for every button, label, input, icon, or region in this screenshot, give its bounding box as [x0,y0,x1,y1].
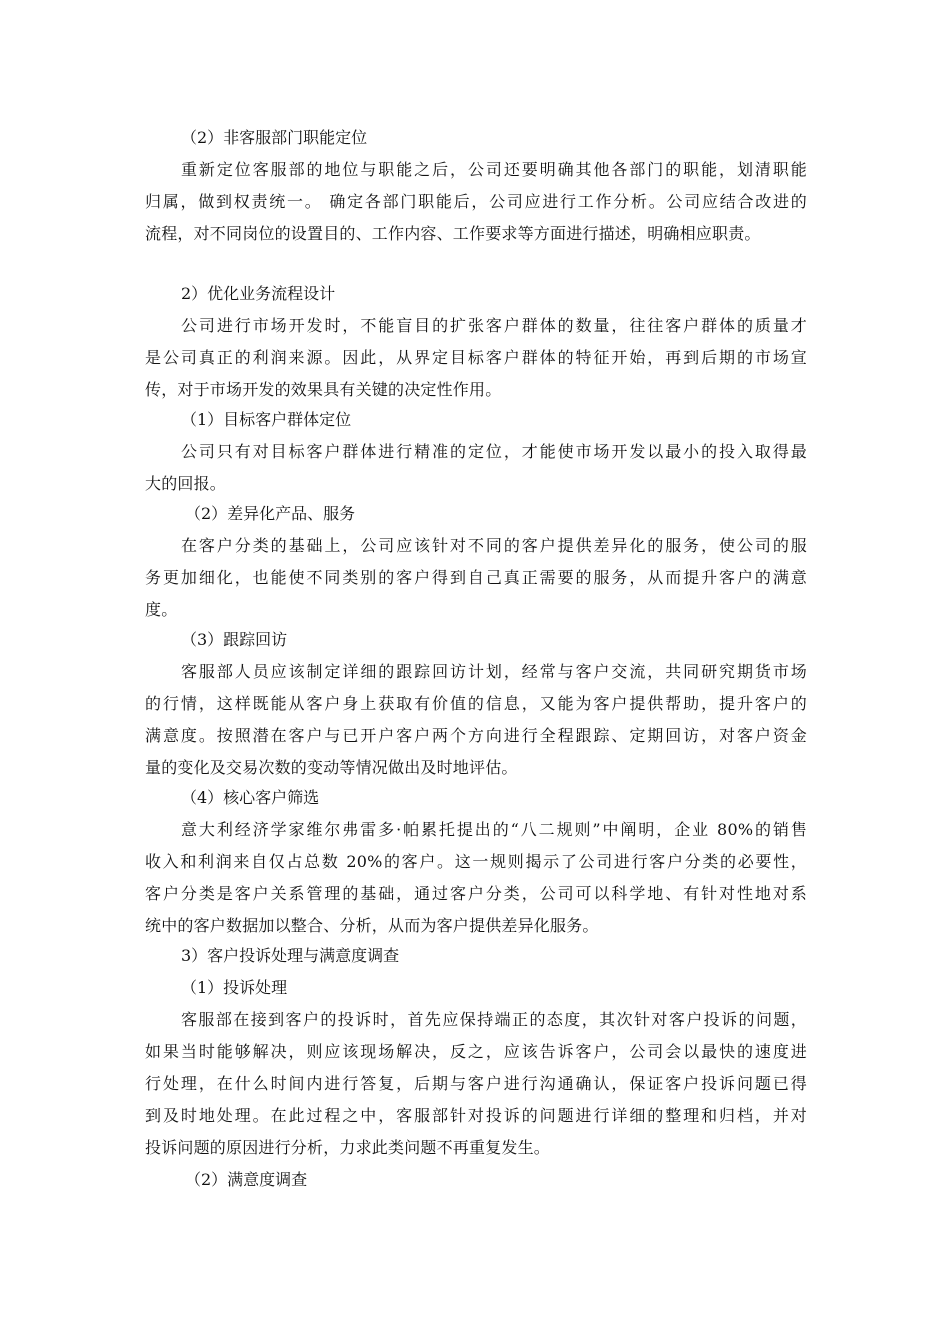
paragraph-line: 如果当时能够解决，则应该现场解决，反之，应该告诉客户，公司会以最快的速度进 [145,1042,807,1061]
paragraph-line: 归属，做到权责统一。 确定各部门职能后，公司应进行工作分析。公司应结合改进的 [145,192,807,211]
section-heading: （1）目标客户群体定位 [181,410,352,429]
section-heading: （4）核心客户筛选 [181,788,320,807]
section-heading: （2）满意度调查 [185,1170,308,1189]
paragraph-line: 满意度。按照潜在客户与已开户客户两个方向进行全程跟踪、定期回访，对客户资金 [145,726,807,745]
paragraph-line: 在客户分类的基础上，公司应该针对不同的客户提供差异化的服务，使公司的服 [181,536,807,555]
section-heading: （1）投诉处理 [181,978,288,997]
section-heading: 3）客户投诉处理与满意度调查 [181,946,400,965]
paragraph-line: 大的回报。 [145,474,227,493]
paragraph-line: 流程，对不同岗位的设置目的、工作内容、工作要求等方面进行描述，明确相应职责。 [145,224,761,243]
paragraph-line: 客服部人员应该制定详细的跟踪回访计划，经常与客户交流，共同研究期货市场 [181,662,807,681]
paragraph-line: 客户分类是客户关系管理的基础，通过客户分类，公司可以科学地、有针对性地对系 [145,884,807,903]
section-heading: （2）差异化产品、服务 [185,504,356,523]
paragraph-line: 客服部在接到客户的投诉时，首先应保持端正的态度，其次针对客户投诉的问题， [181,1010,807,1029]
paragraph-line: 是公司真正的利润来源。因此，从界定目标客户群体的特征开始，再到后期的市场宣 [145,348,807,367]
section-heading: （3）跟踪回访 [181,630,288,649]
paragraph-line: 传，对于市场开发的效果具有关键的决定性作用。 [145,380,502,399]
paragraph-line: 意大利经济学家维尔弗雷多·帕累托提出的“八二规则”中阐明，企业 80%的销售 [181,820,807,839]
section-heading: 2）优化业务流程设计 [181,284,336,303]
paragraph-line: 统中的客户数据加以整合、分析，从而为客户提供差异化服务。 [145,916,599,935]
paragraph-line: 量的变化及交易次数的变动等情况做出及时地评估。 [145,758,518,777]
paragraph-line: 投诉问题的原因进行分析，力求此类问题不再重复发生。 [145,1138,551,1157]
paragraph-line: 公司进行市场开发时，不能盲目的扩张客户群体的数量，往往客户群体的质量才 [181,316,807,335]
paragraph-line: 收入和利润来自仅占总数 20%的客户。这一规则揭示了公司进行客户分类的必要性， [145,852,807,871]
paragraph-line: 重新定位客服部的地位与职能之后，公司还要明确其他各部门的职能，划清职能 [181,160,807,179]
paragraph-line: 的行情，这样既能从客户身上获取有价值的信息，又能为客户提供帮助，提升客户的 [145,694,807,713]
paragraph-line: 行处理，在什么时间内进行答复，后期与客户进行沟通确认，保证客户投诉问题已得 [145,1074,807,1093]
paragraph-line: 公司只有对目标客户群体进行精准的定位，才能使市场开发以最小的投入取得最 [181,442,807,461]
paragraph-line: 到及时地处理。在此过程之中，客服部针对投诉的问题进行详细的整理和归档，并对 [145,1106,807,1125]
paragraph-line: 务更加细化，也能使不同类别的客户得到自己真正需要的服务，从而提升客户的满意 [145,568,807,587]
section-heading: （2）非客服部门职能定位 [181,128,368,147]
paragraph-line: 度。 [145,600,178,619]
